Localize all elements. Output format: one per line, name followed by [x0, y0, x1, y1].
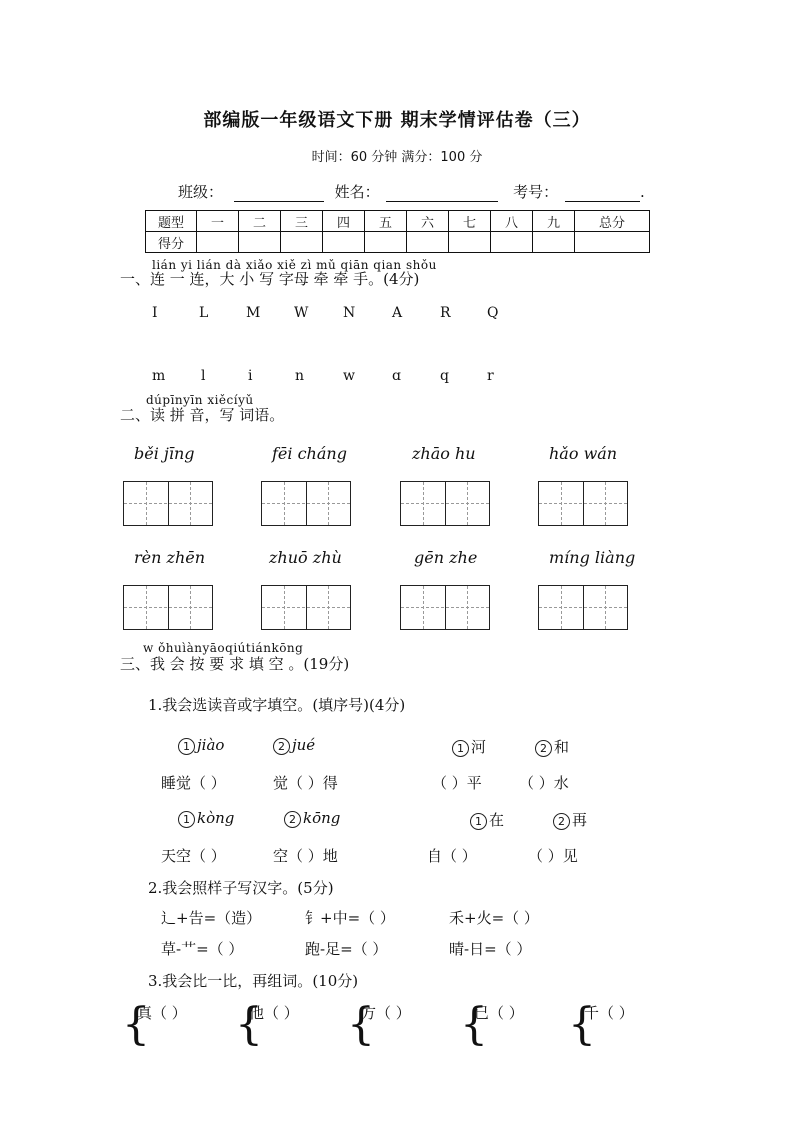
lower-letter[interactable]: l — [201, 368, 206, 384]
fill-blank[interactable]: 他（ ） — [249, 1004, 299, 1022]
pinyin-word: hǎo wán — [549, 444, 618, 463]
fill-blank[interactable]: 觉（ ）得 — [273, 774, 338, 792]
upper-letter[interactable]: I — [152, 305, 158, 321]
upper-letter[interactable]: N — [343, 305, 356, 321]
upper-letter[interactable]: A — [392, 305, 403, 321]
fill-blank[interactable]: 已（ ） — [474, 1004, 524, 1022]
score-cell: 七 — [449, 211, 491, 232]
circled-number: 2 — [535, 740, 552, 757]
brace-icon: { — [347, 999, 375, 1050]
fill-blank[interactable]: 千（ ） — [584, 1004, 634, 1022]
exam-no-field[interactable] — [565, 187, 640, 202]
score-input-cell[interactable] — [197, 232, 239, 253]
lower-letter[interactable]: q — [440, 368, 449, 384]
score-input-cell[interactable] — [239, 232, 281, 253]
option: 1 在 — [470, 809, 504, 830]
q1-title: 1.我会选读音或字填空。(填序号)(4分) — [148, 696, 406, 714]
score-input-cell[interactable] — [365, 232, 407, 253]
score-row-label: 得分 — [146, 232, 197, 253]
fill-blank[interactable]: 辶+告=（造） — [161, 909, 262, 927]
fill-blank[interactable]: 禾+火=（ ） — [449, 909, 539, 927]
score-input-cell[interactable] — [449, 232, 491, 253]
score-cell: 三 — [281, 211, 323, 232]
fill-blank[interactable]: 天空（ ） — [161, 847, 226, 865]
upper-letter[interactable]: M — [246, 305, 261, 321]
brace-icon: { — [122, 999, 150, 1050]
score-input-cell[interactable] — [575, 232, 650, 253]
circled-number: 1 — [470, 813, 487, 830]
lower-letter[interactable]: r — [487, 368, 494, 384]
score-value-row — [146, 232, 650, 253]
writing-grid[interactable] — [261, 481, 351, 526]
fill-blank[interactable]: 睡觉（ ） — [161, 774, 226, 792]
upper-letter[interactable]: Q — [487, 305, 499, 321]
fill-blank[interactable]: 晴-日=（ ） — [449, 940, 532, 958]
score-cell: 六 — [407, 211, 449, 232]
score-cell: 九 — [533, 211, 575, 232]
q3-title: 3.我会比一比，再组词。(10分) — [148, 972, 359, 990]
option: 2 再 — [553, 809, 587, 830]
upper-letter[interactable]: R — [440, 305, 451, 321]
circled-number: 1 — [178, 811, 195, 828]
pinyin-word: rèn zhēn — [134, 548, 206, 567]
score-cell: 五 — [365, 211, 407, 232]
sec2-pinyin: dúpīnyīn xiěcíyǔ — [146, 393, 254, 407]
writing-grid[interactable] — [400, 585, 490, 630]
score-table — [145, 210, 650, 253]
writing-grid[interactable] — [400, 481, 490, 526]
lower-letter[interactable]: m — [152, 368, 166, 384]
lower-letter[interactable]: ɑ — [392, 368, 401, 384]
sec3-title: 三、我 会 按 要 求 填 空 。(19分) — [120, 655, 350, 673]
fill-blank[interactable]: （ ）平 — [432, 774, 482, 792]
sec2-title: 二、读 拼 音，写 词语。 — [120, 406, 285, 424]
fill-blank[interactable]: （ ）见 — [528, 847, 578, 865]
fill-blank[interactable]: 自（ ） — [427, 847, 477, 865]
fill-blank[interactable]: 方（ ） — [361, 1004, 411, 1022]
lower-letter[interactable]: w — [343, 368, 355, 384]
score-header-row — [146, 211, 650, 232]
fill-blank[interactable]: 跑-足=（ ） — [305, 940, 388, 958]
upper-letter[interactable]: L — [199, 305, 209, 321]
score-cell: 题型 — [146, 211, 197, 232]
fill-blank[interactable]: 真（ ） — [137, 1004, 187, 1022]
circled-number: 2 — [284, 811, 301, 828]
exam-no-label: 考号： — [513, 183, 559, 201]
option: 2 kōng — [284, 809, 340, 828]
sec3-pinyin: w ǒhuìànyāoqiútiánkōng — [143, 641, 304, 655]
fill-blank[interactable]: 空（ ）地 — [273, 847, 338, 865]
writing-grid[interactable] — [123, 585, 213, 630]
pinyin-word: běi jīng — [134, 444, 195, 463]
score-cell: 总分 — [575, 211, 650, 232]
info-row — [178, 181, 645, 202]
class-field[interactable] — [234, 187, 324, 202]
brace-icon: { — [460, 999, 488, 1050]
fill-blank[interactable]: （ ）水 — [519, 774, 569, 792]
circled-number: 1 — [178, 738, 195, 755]
score-input-cell[interactable] — [407, 232, 449, 253]
score-cell: 二 — [239, 211, 281, 232]
option: 2 和 — [535, 736, 569, 757]
writing-grid[interactable] — [538, 585, 628, 630]
option: 1 kòng — [178, 809, 234, 828]
upper-letter[interactable]: W — [294, 305, 309, 321]
class-label: 班级： — [178, 183, 224, 201]
score-input-cell[interactable] — [491, 232, 533, 253]
brace-icon: { — [235, 999, 263, 1050]
option: 2 jué — [273, 736, 315, 755]
circled-number: 2 — [553, 813, 570, 830]
sec1-pinyin: lián yi lián dà xiǎo xiě zì mǔ qiān qian shǒu — [152, 258, 437, 272]
score-input-cell[interactable] — [323, 232, 365, 253]
q2-title: 2.我会照样子写汉字。(5分) — [148, 879, 334, 897]
exam-meta: 时间：60 分钟 满分：100 分 — [311, 150, 483, 165]
pinyin-word: zhāo hu — [412, 444, 476, 463]
lower-letter[interactable]: i — [248, 368, 253, 384]
name-label: 姓名： — [334, 183, 380, 201]
writing-grid[interactable] — [261, 585, 351, 630]
writing-grid[interactable] — [123, 481, 213, 526]
pinyin-word: gēn zhe — [414, 548, 478, 567]
end-mark: . — [639, 183, 645, 201]
circled-number: 1 — [452, 740, 469, 757]
score-cell: 一 — [197, 211, 239, 232]
lower-letter[interactable]: n — [295, 368, 305, 384]
circled-number: 2 — [273, 738, 290, 755]
sec1-title: 一、连 一 连，大 小 写 字母 牵 牵 手。(4分) — [120, 270, 420, 288]
pinyin-word: zhuō zhù — [269, 548, 342, 567]
fill-blank[interactable]: 钅+中=（ ） — [305, 909, 395, 927]
writing-grid[interactable] — [538, 481, 628, 526]
pinyin-word: fēi cháng — [272, 444, 347, 463]
score-cell: 四 — [323, 211, 365, 232]
brace-icon: { — [568, 999, 596, 1050]
option: 1 河 — [452, 736, 486, 757]
score-input-cell[interactable] — [533, 232, 575, 253]
pinyin-word: míng liàng — [549, 548, 636, 567]
fill-blank[interactable]: 草-艹=（ ） — [161, 940, 244, 958]
score-input-cell[interactable] — [281, 232, 323, 253]
name-field[interactable] — [386, 187, 498, 202]
score-cell: 八 — [491, 211, 533, 232]
option: 1 jiào — [178, 736, 224, 755]
page-title: 部编版一年级语文下册 期末学情评估卷（三） — [203, 110, 591, 131]
